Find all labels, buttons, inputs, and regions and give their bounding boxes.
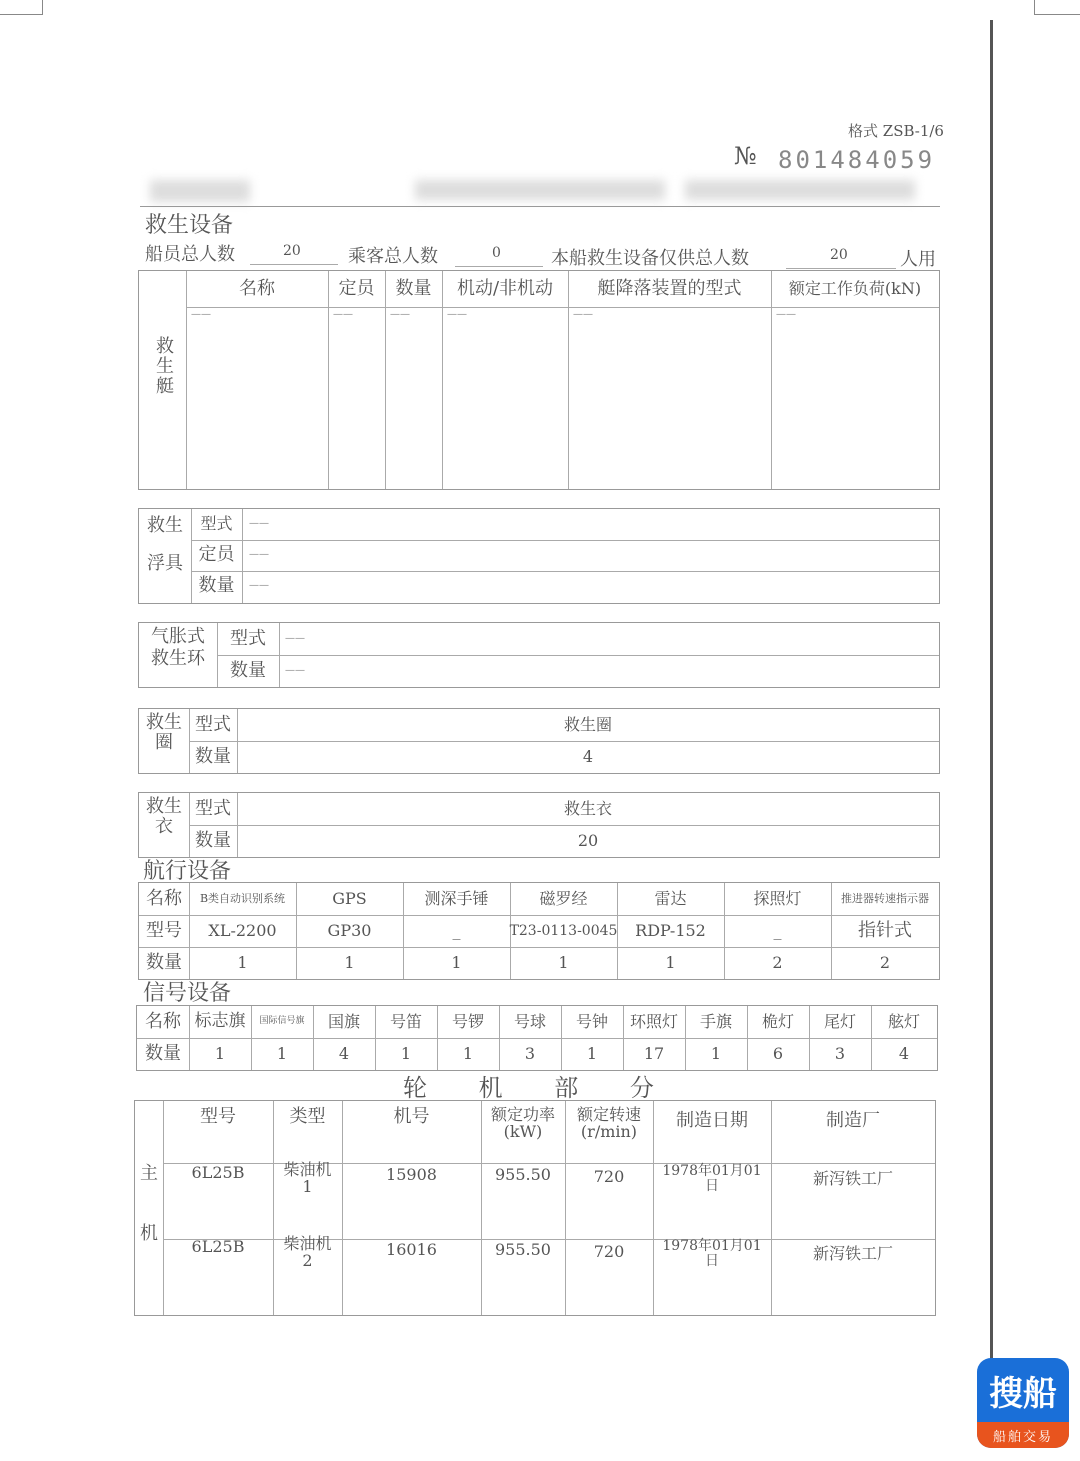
signal-qty-stern-light: 3 <box>834 1043 846 1063</box>
signal-qty-signal-flag: 1 <box>214 1043 226 1063</box>
logo-sub-text: 船舶交易 <box>977 1422 1069 1448</box>
logo-main-text: 搜船 <box>989 1373 1057 1414</box>
lifeboat-label: 救生艇 <box>152 336 174 396</box>
nav-name-rpm-indicator: 推进器转速指示器 <box>841 892 929 906</box>
engine-row2-speed: 720 <box>593 1241 625 1261</box>
nav-model-compass: T23-0113-0045 <box>509 922 618 939</box>
lifejacket-label-2: 衣 <box>155 815 173 837</box>
nav-row-label-name: 名称 <box>146 887 182 909</box>
lifebuoy-qty-value: 4 <box>582 746 594 766</box>
crew-total-value: 20 <box>283 243 301 259</box>
lifeboat-header-quantity: 数量 <box>395 277 432 299</box>
signal-name-intl-flag: 国际信号旗 <box>259 1016 305 1027</box>
lifeboat-header-capacity: 定员 <box>338 277 375 299</box>
inflatable-label-1: 气胀式 <box>151 625 205 647</box>
col-line <box>163 1101 164 1315</box>
nav-model-rpm-indicator: 指针式 <box>858 919 912 941</box>
no-symbol: № <box>734 142 757 170</box>
signal-qty-intl-flag: 1 <box>276 1043 288 1063</box>
nav-row-label-model: 型号 <box>146 919 182 941</box>
nav-qty-compass: 1 <box>558 952 569 972</box>
section-title-engine: 轮 机 部 分 <box>403 1074 676 1102</box>
inflatable-label-2: 救生环 <box>151 647 205 669</box>
signal-name-bell: 号钟 <box>575 1011 608 1031</box>
liferaft-table <box>138 508 940 604</box>
engine-row2-model: 6L25B <box>191 1236 245 1256</box>
lifejacket-type-value: 救生衣 <box>563 798 612 818</box>
col-line <box>342 1101 343 1315</box>
signal-name-masthead-light: 桅灯 <box>761 1011 794 1031</box>
lifeboat-dash: —— <box>776 309 796 320</box>
engine-row2-maker: 新泻铁工厂 <box>812 1243 893 1263</box>
liferaft-dash: —— <box>249 580 269 591</box>
nav-model-ais: XL-2200 <box>208 920 277 940</box>
lifeboat-dash: —— <box>390 309 410 320</box>
signal-table <box>136 1005 938 1071</box>
nav-name-searchlight: 探照灯 <box>753 888 802 908</box>
nav-qty-radar: 1 <box>665 952 676 972</box>
inflatable-dash: —— <box>285 665 305 676</box>
lifejacket-row-type: 型式 <box>195 797 231 819</box>
lifeboat-header-load: 额定工作负荷(kN) <box>788 278 922 298</box>
lifeboat-table <box>138 270 940 490</box>
engine-header-speed: 额定转速 (r/min) <box>576 1105 641 1141</box>
lifeboat-dash: —— <box>333 309 353 320</box>
engine-row1-model: 6L25B <box>191 1162 245 1182</box>
engine-table <box>134 1100 936 1316</box>
col-line <box>242 509 243 603</box>
passenger-total-value: 0 <box>492 245 501 261</box>
liferaft-label-1: 救生 <box>147 514 183 536</box>
passenger-underline <box>455 266 543 267</box>
engine-header-maker: 制造厂 <box>826 1109 880 1131</box>
engine-row1-power: 955.50 <box>495 1164 551 1184</box>
crew-total-label: 船员总人数 <box>145 244 235 265</box>
nav-model-searchlight: _ <box>773 920 782 940</box>
nav-table <box>138 882 940 980</box>
section-title-nav: 航行设备 <box>143 859 232 884</box>
nav-name-compass: 磁罗经 <box>539 888 588 908</box>
signal-row-label-name: 名称 <box>145 1010 181 1032</box>
equip-total-label: 本船救生设备仅供总人数 <box>551 248 749 269</box>
liferaft-label-2: 浮具 <box>147 552 183 574</box>
engine-row1-date: 1978年01月01 日 <box>662 1163 762 1194</box>
engine-row2-type: 柴油机 2 <box>283 1234 332 1270</box>
row-line <box>186 307 939 308</box>
nav-name-sounding: 测深手锤 <box>424 888 489 908</box>
nav-name-ais: B类自动识别系统 <box>199 892 286 906</box>
lifeboat-dash: —— <box>573 309 593 320</box>
engine-header-number: 机号 <box>393 1105 430 1127</box>
lifeboat-dash: —— <box>191 309 211 320</box>
signal-qty-gong: 1 <box>462 1043 474 1063</box>
signal-name-stern-light: 尾灯 <box>823 1011 856 1031</box>
signal-qty-whistle: 1 <box>400 1043 412 1063</box>
engine-row2-power: 955.50 <box>495 1239 551 1259</box>
inflatable-dash: —— <box>285 633 305 644</box>
nav-name-gps: GPS <box>332 888 367 908</box>
equip-unit: 人用 <box>900 249 936 270</box>
nav-qty-gps: 1 <box>344 952 355 972</box>
nav-name-radar: 雷达 <box>654 888 687 908</box>
lifebuoy-type-value: 救生圈 <box>563 714 612 734</box>
lifebuoy-row-qty: 数量 <box>195 745 231 767</box>
section-title-lifesaving: 救生设备 <box>145 213 234 238</box>
serial-number: 801484059 <box>778 146 936 174</box>
signal-name-whistle: 号笛 <box>389 1011 422 1031</box>
page-edge-shadow <box>990 20 993 1360</box>
signal-qty-masthead-light: 6 <box>772 1043 784 1063</box>
row-line <box>191 571 939 572</box>
lifeboat-header-name: 名称 <box>239 277 275 299</box>
lifejacket-row-qty: 数量 <box>195 829 231 851</box>
signal-row-label-qty: 数量 <box>145 1042 181 1064</box>
nav-row-label-qty: 数量 <box>146 951 182 973</box>
liferaft-dash: —— <box>249 549 269 560</box>
nav-model-sounding: _ <box>452 920 461 940</box>
signal-qty-bell: 1 <box>586 1043 598 1063</box>
passenger-total-label: 乘客总人数 <box>348 246 438 267</box>
inflatable-row-qty: 数量 <box>230 659 266 681</box>
signal-name-national-flag: 国旗 <box>327 1011 360 1031</box>
redacted-area-3 <box>685 180 915 200</box>
signal-qty-side-light: 4 <box>898 1043 910 1063</box>
nav-qty-ais: 1 <box>237 952 248 972</box>
liferaft-row-capacity: 定员 <box>198 544 235 566</box>
signal-name-hand-flag: 手旗 <box>699 1011 732 1031</box>
lifebuoy-row-type: 型式 <box>195 713 231 735</box>
signal-qty-national-flag: 4 <box>338 1043 350 1063</box>
equip-total-value: 20 <box>830 247 848 263</box>
lifebuoy-label-2: 圈 <box>155 731 173 753</box>
engine-header-date: 制造日期 <box>676 1109 748 1131</box>
signal-qty-hand-flag: 1 <box>710 1043 722 1063</box>
format-code: 格式 ZSB-1/6 <box>848 122 944 140</box>
engine-row1-maker: 新泻铁工厂 <box>812 1168 893 1188</box>
row-line <box>191 540 939 541</box>
lifeboat-header-motor: 机动/非机动 <box>456 277 554 299</box>
signal-name-ball: 号球 <box>513 1011 546 1031</box>
lifejacket-label-1: 救生 <box>146 795 182 817</box>
lifeboat-dash: —— <box>447 309 467 320</box>
signal-name-side-light: 舷灯 <box>887 1011 920 1031</box>
engine-row2-date: 1978年01月01 日 <box>662 1238 762 1269</box>
signal-qty-allround-light: 17 <box>643 1043 665 1063</box>
engine-row1-type: 柴油机 1 <box>283 1160 332 1196</box>
nav-qty-searchlight: 2 <box>772 952 783 972</box>
lifebuoy-table <box>138 708 940 774</box>
row-line <box>217 655 939 656</box>
lifejacket-qty-value: 20 <box>577 830 599 850</box>
header-rule <box>140 206 940 207</box>
nav-qty-sounding: 1 <box>451 952 462 972</box>
lifebuoy-label-1: 救生 <box>146 711 182 733</box>
inflatable-ring-table <box>138 622 940 688</box>
signal-name-gong: 号锣 <box>451 1011 484 1031</box>
redacted-area-2 <box>415 180 665 200</box>
engine-header-power: 额定功率 (kW) <box>490 1105 555 1141</box>
redacted-area-1 <box>150 180 250 202</box>
liferaft-row-type: 型式 <box>200 514 233 534</box>
crop-mark-right <box>1034 0 1080 15</box>
engine-row1-number: 15908 <box>386 1164 437 1184</box>
engine-side-label-2: 机 <box>140 1222 158 1244</box>
col-line <box>273 1101 274 1315</box>
signal-name-allround-light: 环照灯 <box>629 1011 678 1031</box>
liferaft-dash: —— <box>249 518 269 529</box>
lifeboat-header-launch: 艇降落装置的型式 <box>597 277 742 299</box>
engine-side-label-1: 主 <box>140 1162 158 1184</box>
nav-qty-rpm-indicator: 2 <box>879 952 891 972</box>
nav-model-gps: GP30 <box>327 920 372 940</box>
lifejacket-table <box>138 792 940 858</box>
engine-header-model: 型号 <box>200 1105 236 1127</box>
crop-mark-left <box>0 0 43 15</box>
nav-model-radar: RDP-152 <box>635 920 706 940</box>
section-title-signal: 信号设备 <box>143 981 232 1006</box>
signal-qty-ball: 3 <box>524 1043 536 1063</box>
crew-underline <box>250 264 338 265</box>
engine-row1-speed: 720 <box>593 1166 625 1186</box>
engine-row2-number: 16016 <box>386 1239 437 1259</box>
liferaft-row-qty: 数量 <box>198 575 235 597</box>
souchuan-logo[interactable] <box>977 1358 1069 1448</box>
equip-underline <box>786 268 896 269</box>
signal-name-signal-flag: 标志旗 <box>194 1011 246 1032</box>
engine-header-type: 类型 <box>289 1105 326 1127</box>
inflatable-row-type: 型式 <box>230 627 266 649</box>
